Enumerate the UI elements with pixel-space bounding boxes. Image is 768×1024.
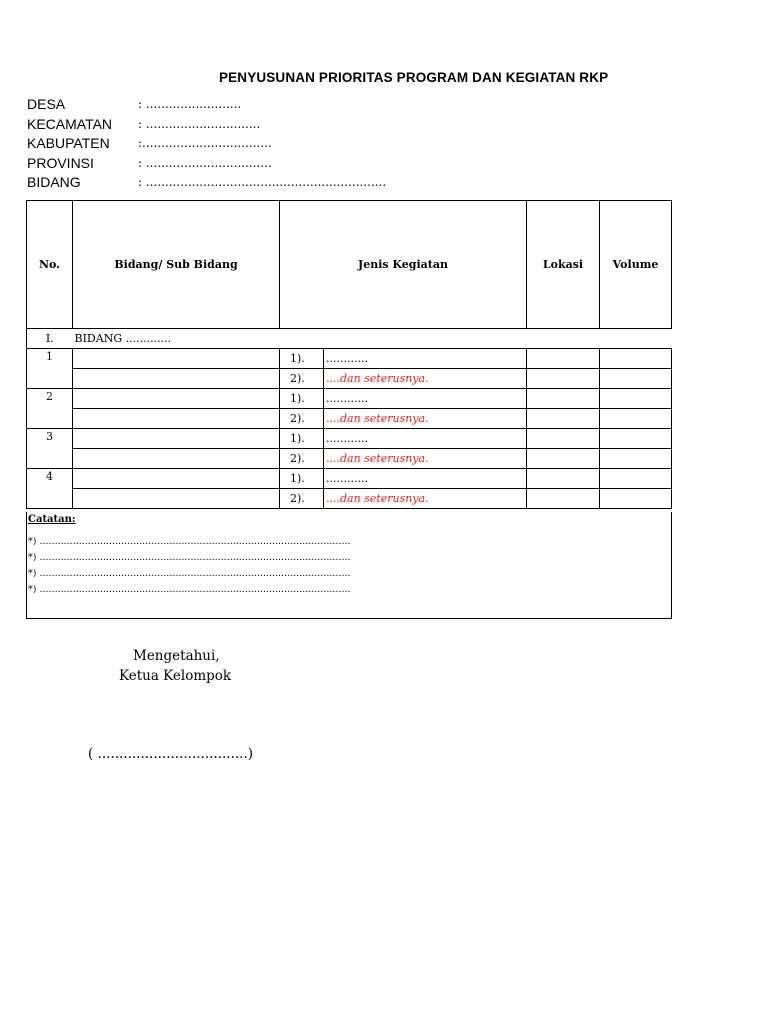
lokasi-cell: [527, 489, 600, 509]
field-label: KABUPATEN: [27, 135, 110, 151]
item-text: ............: [324, 429, 527, 449]
volume-cell: [600, 489, 672, 509]
sub-bidang-cell: [73, 349, 280, 369]
item-index: 1).: [280, 469, 324, 489]
col-header-lokasi: Lokasi: [527, 201, 600, 329]
volume-cell: [600, 349, 672, 369]
sub-bidang-cell: [73, 449, 280, 469]
field-value: : .................................: [138, 155, 272, 170]
volume-cell: [600, 369, 672, 389]
bidang-no: I.: [27, 329, 73, 349]
volume-cell: [600, 429, 672, 449]
item-text: ....dan seterusnya.: [324, 369, 527, 389]
sub-bidang-cell: [73, 369, 280, 389]
table-row: [27, 349, 672, 369]
item-text: ....dan seterusnya.: [324, 409, 527, 429]
volume-cell: [600, 469, 672, 489]
lokasi-cell: [527, 449, 600, 469]
lokasi-cell: [527, 369, 600, 389]
bidang-label: BIDANG .............: [73, 329, 672, 349]
table-row: [27, 469, 672, 489]
table-row: [27, 449, 672, 469]
page-title: PENYUSUNAN PRIORITAS PROGRAM DAN KEGIATAN RKP: [219, 70, 609, 85]
item-index: 2).: [280, 369, 324, 389]
field-value: :..................................: [138, 136, 272, 150]
table-row: [27, 369, 672, 389]
row-number: 4: [27, 469, 73, 509]
row-number: 3: [27, 429, 73, 469]
signature-role: Ketua Kelompok: [119, 668, 232, 684]
field-value: : ...............................................................: [138, 175, 387, 189]
bidang-row: [27, 329, 672, 349]
sub-bidang-cell: [73, 389, 280, 409]
notes-box: [26, 512, 672, 619]
table-row: [27, 409, 672, 429]
sub-bidang-cell: [73, 489, 280, 509]
signature-acknowledged: Mengetahui,: [133, 648, 220, 664]
volume-cell: [600, 389, 672, 409]
volume-cell: [600, 409, 672, 429]
note-line: *) .......................................................................................................: [28, 552, 351, 563]
table-header-row: [27, 201, 672, 329]
table-row: [27, 389, 672, 409]
sub-bidang-cell: [73, 429, 280, 449]
item-index: 2).: [280, 449, 324, 469]
field-label: BIDANG: [27, 174, 81, 190]
item-index: 1).: [280, 429, 324, 449]
row-number: 2: [27, 389, 73, 429]
item-text: ....dan seterusnya.: [324, 489, 527, 509]
field-label: DESA: [27, 96, 66, 112]
lokasi-cell: [527, 349, 600, 369]
notes-title: Catatan:: [28, 514, 76, 525]
item-index: 1).: [280, 349, 324, 369]
lokasi-cell: [527, 469, 600, 489]
col-header-volume: Volume: [600, 201, 672, 329]
row-number: 1: [27, 349, 73, 389]
lokasi-cell: [527, 409, 600, 429]
item-text: ....dan seterusnya.: [324, 449, 527, 469]
item-index: 1).: [280, 389, 324, 409]
item-text: ............: [324, 349, 527, 369]
item-index: 2).: [280, 489, 324, 509]
col-header-bidang: Bidang/ Sub Bidang: [73, 201, 280, 329]
table-row: [27, 489, 672, 509]
field-value: : .........................: [138, 97, 242, 111]
item-index: 2).: [280, 409, 324, 429]
field-label: PROVINSI: [27, 154, 94, 171]
program-table: [26, 200, 672, 509]
col-header-jenis-kegiatan: Jenis Kegiatan: [280, 201, 527, 329]
field-label: KECAMATAN: [27, 115, 113, 132]
sub-bidang-cell: [73, 469, 280, 489]
item-text: ............: [324, 389, 527, 409]
table-row: [27, 429, 672, 449]
col-header-no: No.: [27, 201, 73, 329]
note-line: *) .......................................................................................................: [28, 568, 351, 579]
field-value: : ..............................: [138, 116, 261, 131]
signature-name-line: ( ...................................): [88, 746, 254, 762]
note-line: *) .......................................................................................................: [28, 536, 351, 547]
note-line: *) .......................................................................................................: [28, 584, 351, 595]
sub-bidang-cell: [73, 409, 280, 429]
lokasi-cell: [527, 389, 600, 409]
lokasi-cell: [527, 429, 600, 449]
volume-cell: [600, 449, 672, 469]
item-text: ............: [324, 469, 527, 489]
